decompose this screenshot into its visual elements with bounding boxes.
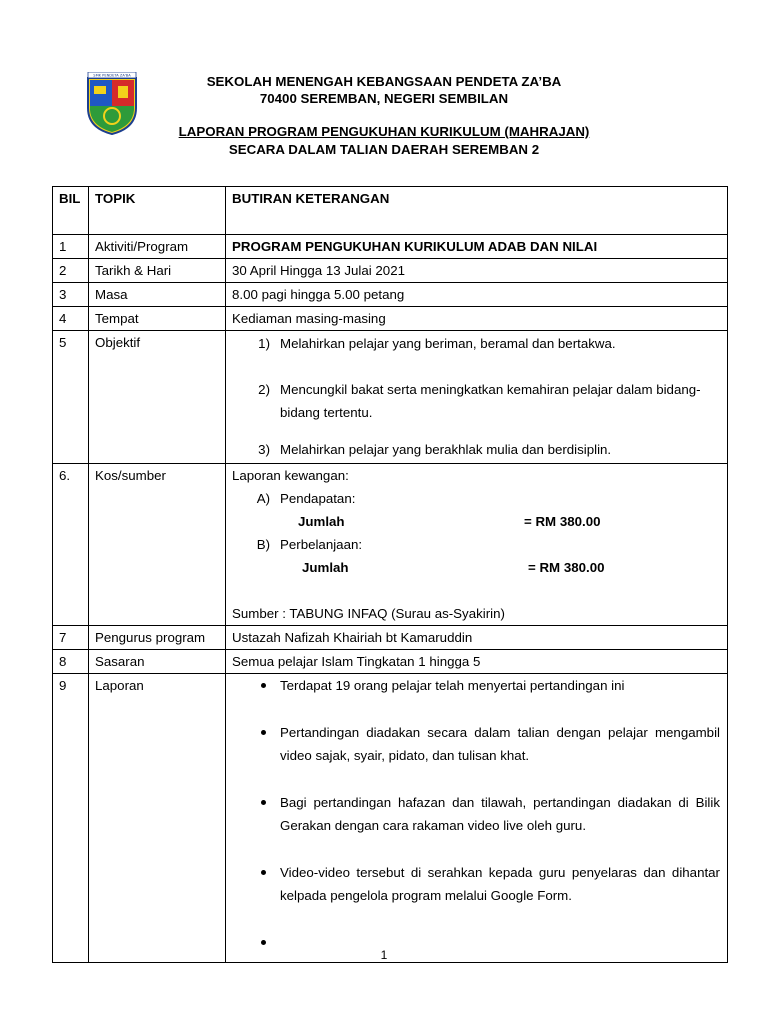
table-row xyxy=(53,464,728,626)
row-topik: Kos/sumber xyxy=(89,464,226,626)
table-row xyxy=(53,626,728,650)
table-row xyxy=(53,331,728,464)
list-text: Pertandingan diadakan secara dalam talian dengan pelajar mengambil video sajak, syair, pidato, dan tulisan khat. xyxy=(280,725,720,763)
row-value: Kediaman masing-masing xyxy=(226,307,728,331)
row-bil: 9 xyxy=(53,674,89,963)
row-bil: 8 xyxy=(53,650,89,674)
row-bil: 4 xyxy=(53,307,89,331)
table-row xyxy=(53,283,728,307)
income-label: Pendapatan: xyxy=(280,491,356,506)
table-row xyxy=(53,650,728,674)
bullet-icon xyxy=(232,861,280,907)
school-name: SEKOLAH MENENGAH KEBANGSAAN PENDETA ZA’BA xyxy=(206,74,562,89)
row-topik: Tarikh & Hari xyxy=(89,259,226,283)
header-topik: TOPIK xyxy=(89,187,226,235)
total-label: Jumlah xyxy=(298,514,345,529)
list-text: Melahirkan pelajar yang beriman, beramal dan bertakwa. xyxy=(280,336,616,351)
row-topik: Masa xyxy=(89,283,226,307)
row-topik: Laporan xyxy=(89,674,226,963)
income-total xyxy=(232,510,721,533)
report-title: LAPORAN PROGRAM PENGUKUHAN KURIKULUM (MAHRAJAN) xyxy=(178,124,590,139)
row-bil: 5 xyxy=(53,331,89,464)
list-text: Melahirkan pelajar yang berakhlak mulia dan berdisiplin. xyxy=(280,442,612,457)
list-text: Bagi pertandingan hafazan dan tilawah, pertandingan diadakan di Bilik Gerakan dengan cara rakaman video live oleh guru. xyxy=(280,795,720,833)
row-value: 8.00 pagi hingga 5.00 petang xyxy=(226,283,728,307)
list-item xyxy=(232,861,721,907)
bullet-icon xyxy=(232,791,280,837)
row-topik: Aktiviti/Program xyxy=(89,235,226,259)
row-topik: Sasaran xyxy=(89,650,226,674)
list-item xyxy=(232,791,721,837)
report-subtitle: SECARA DALAM TALIAN DAERAH SEREMBAN 2 xyxy=(228,142,540,157)
total-value: = RM 380.00 xyxy=(528,560,605,575)
list-number: 1) xyxy=(258,336,270,351)
list-number: 2) xyxy=(258,382,270,397)
income-line xyxy=(232,487,721,510)
header-bil: BIL xyxy=(53,187,89,235)
table-header-row xyxy=(53,187,728,235)
row-topik: Tempat xyxy=(89,307,226,331)
finance-report xyxy=(226,464,728,626)
list-text: Video-video tersebut di serahkan kepada guru penyelaras dan dihantar kelpada pengelola program melalui Google Form. xyxy=(280,865,720,903)
logo-text: SMK PENDETA ZA'BA xyxy=(93,73,131,78)
table-row xyxy=(53,235,728,259)
table-row xyxy=(53,259,728,283)
list-item xyxy=(232,378,721,424)
bullet-icon xyxy=(232,721,280,767)
list-number: A) xyxy=(256,491,270,506)
expense-line xyxy=(232,533,721,556)
list-item xyxy=(232,674,721,697)
list-text: Mencungkil bakat serta meningkatkan kemahiran pelajar dalam bidang-bidang tertentu. xyxy=(280,382,701,420)
objective-list xyxy=(226,331,728,464)
expense-total xyxy=(232,556,721,579)
row-bil: 7 xyxy=(53,626,89,650)
row-bil: 6. xyxy=(53,464,89,626)
table-row xyxy=(53,674,728,963)
list-item xyxy=(232,438,721,461)
row-value: Ustazah Nafizah Khairiah bt Kamaruddin xyxy=(226,626,728,650)
expense-label: Perbelanjaan: xyxy=(280,537,363,552)
funding-source: Sumber : TABUNG INFAQ (Surau as-Syakirin) xyxy=(232,606,505,621)
row-value: PROGRAM PENGUKUHAN KURIKULUM ADAB DAN NILAI xyxy=(226,235,728,259)
list-item xyxy=(232,332,721,355)
row-topik: Pengurus program xyxy=(89,626,226,650)
list-item xyxy=(232,721,721,767)
list-number: B) xyxy=(256,537,270,552)
total-value: = RM 380.00 xyxy=(524,514,601,529)
school-address: 70400 SEREMBAN, NEGERI SEMBILAN xyxy=(259,91,509,106)
report-table xyxy=(52,186,728,963)
row-bil: 1 xyxy=(53,235,89,259)
row-topik: Objektif xyxy=(89,331,226,464)
page-number: 1 xyxy=(380,948,388,962)
header-butiran: BUTIRAN KETERANGAN xyxy=(226,187,728,235)
bullet-icon xyxy=(232,674,280,697)
row-bil: 3 xyxy=(53,283,89,307)
list-text: Terdapat 19 orang pelajar telah menyertai pertandingan ini xyxy=(280,678,625,693)
row-value: 30 April Hingga 13 Julai 2021 xyxy=(226,259,728,283)
row-bil: 2 xyxy=(53,259,89,283)
row-value: Semua pelajar Islam Tingkatan 1 hingga 5 xyxy=(226,650,728,674)
table-row xyxy=(53,307,728,331)
finance-intro: Laporan kewangan: xyxy=(232,468,349,483)
list-number: 3) xyxy=(258,442,270,457)
total-label: Jumlah xyxy=(302,560,349,575)
report-bullets xyxy=(226,674,728,963)
